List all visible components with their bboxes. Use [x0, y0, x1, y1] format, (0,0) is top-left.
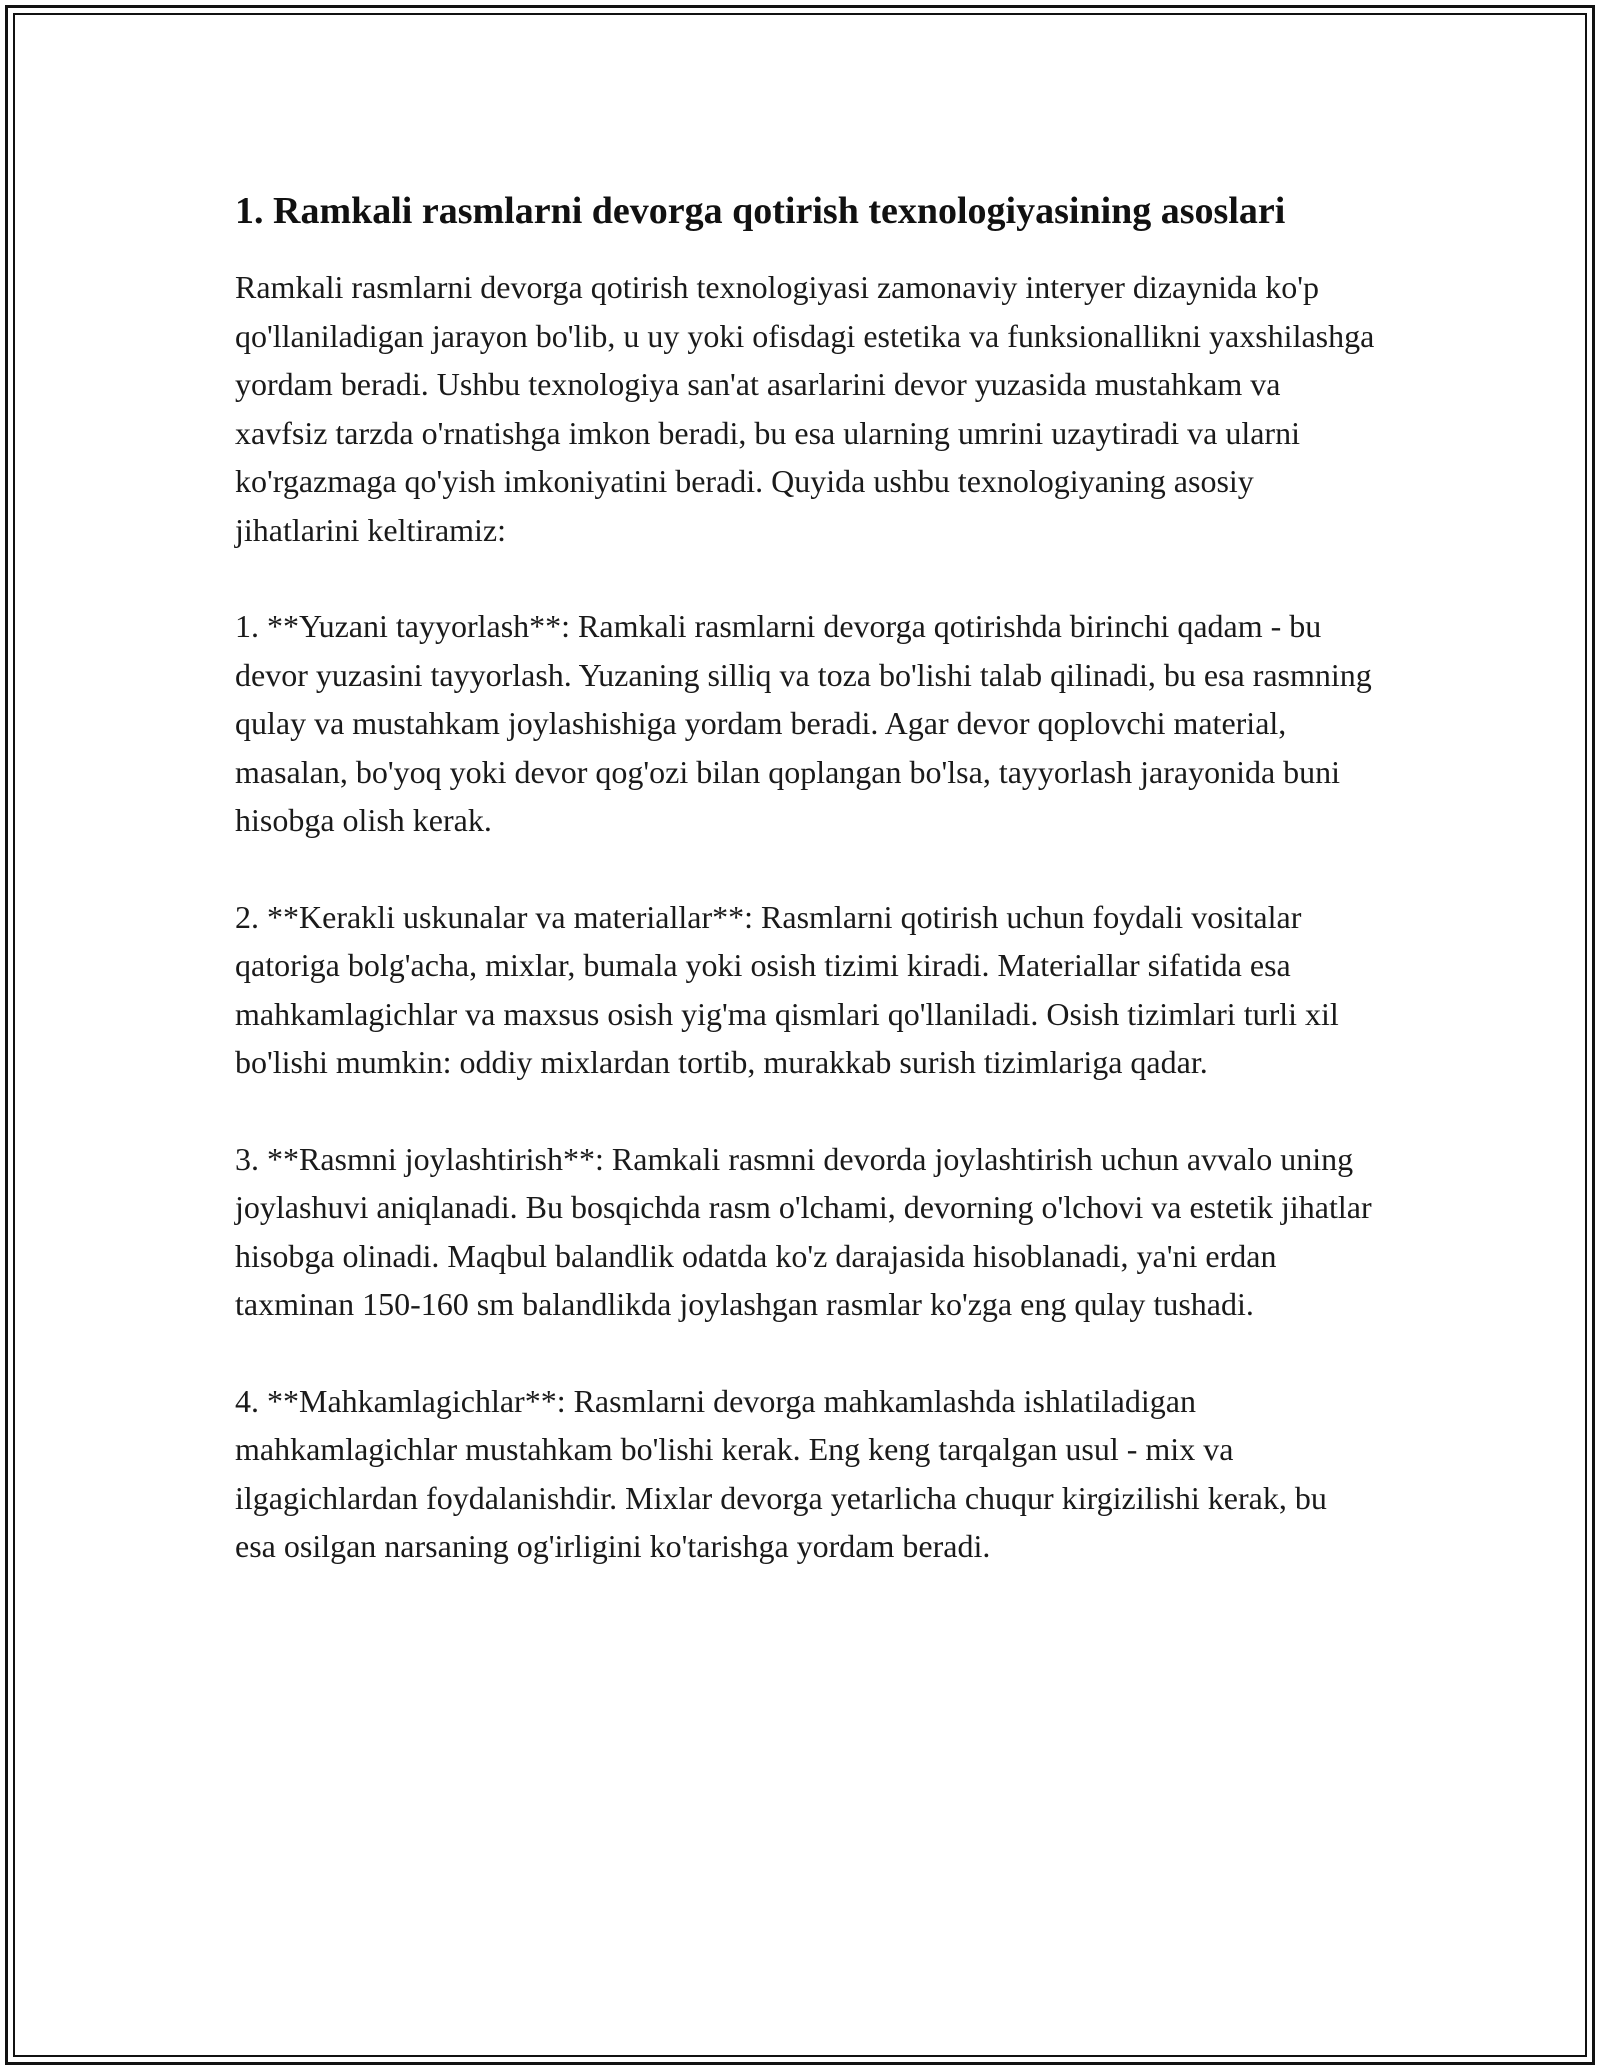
- list-item-fasteners: 4. **Mahkamlagichlar**: Rasmlarni devorga mahkamlashda ishlatiladigan mahkamlagichlar mustahkam bo'lishi kerak. Eng keng tarqalgan usul - mix va ilgagichlardan foydalanishdir. Mixlar devorga yetarlicha chuqur kirgizilishi kerak, bu esa osilgan narsaning og'irligini ko'tarishga yordam beradi.: [235, 1382, 1327, 1564]
- document-body: [235, 183, 1375, 1619]
- list-item-tools-materials: 2. **Kerakli uskunalar va materiallar**: Rasmlarni qotirish uchun foydali vositalar qatoriga bolg'acha, mixlar, bumala yoki osish tizimi kiradi. Materiallar sifatida esa mahkamlagichlar va maxsus osish yig'ma qismlari qo'llaniladi. Osish tizimlari turli xil bo'lishi mumkin: oddiy mixlardan tortib, murakkab surish tizimlariga qadar.: [235, 898, 1339, 1080]
- intro-paragraph: Ramkali rasmlarni devorga qotirish texnologiyasi zamonaviy interyer dizaynida ko'p qo'llaniladigan jarayon bo'lib, u uy yoki ofisdagi estetika va funksionallikni yaxshilashga yordam beradi. Ushbu texnologiya san'at asarlarini devor yuzasida mustahkam va xavfsiz tarzda o'rnatishga imkon beradi, bu esa ularning umrini uzaytiradi va ularni ko'rgazmaga qo'yish imkoniyatini beradi. Quyida ushbu texnologiyaning asosiy jihatlarini keltiramiz:: [235, 269, 1375, 548]
- list-item-surface-preparation: 1. **Yuzani tayyorlash**: Ramkali rasmlarni devorga qotirishda birinchi qadam - bu devor yuzasini tayyorlash. Yuzaning silliq va toza bo'lishi talab qilinadi, bu esa rasmning qulay va mustahkam joylashishiga yordam beradi. Agar devor qoplovchi material, masalan, bo'yoq yoki devor qog'ozi bilan qoplangan bo'lsa, tayyorlash jarayonida buni hisobga olish kerak.: [235, 608, 1372, 838]
- list-item-picture-placement: 3. **Rasmni joylashtirish**: Ramkali rasmni devorda joylashtirish uchun avvalo uning joylashuvi aniqlanadi. Bu bosqichda rasm o'lchami, devorning o'lchovi va estetik jihatlar hisobga olinadi. Maqbul balandlik odatda ko'z darajasida hisoblanadi, ya'ni erdan taxminan 150-160 sm balandlikda joylashgan rasmlar ko'zga eng qulay tushadi.: [235, 1140, 1372, 1322]
- document-title: 1. Ramkali rasmlarni devorga qotirish texnologiyasining asoslari: [235, 190, 1286, 232]
